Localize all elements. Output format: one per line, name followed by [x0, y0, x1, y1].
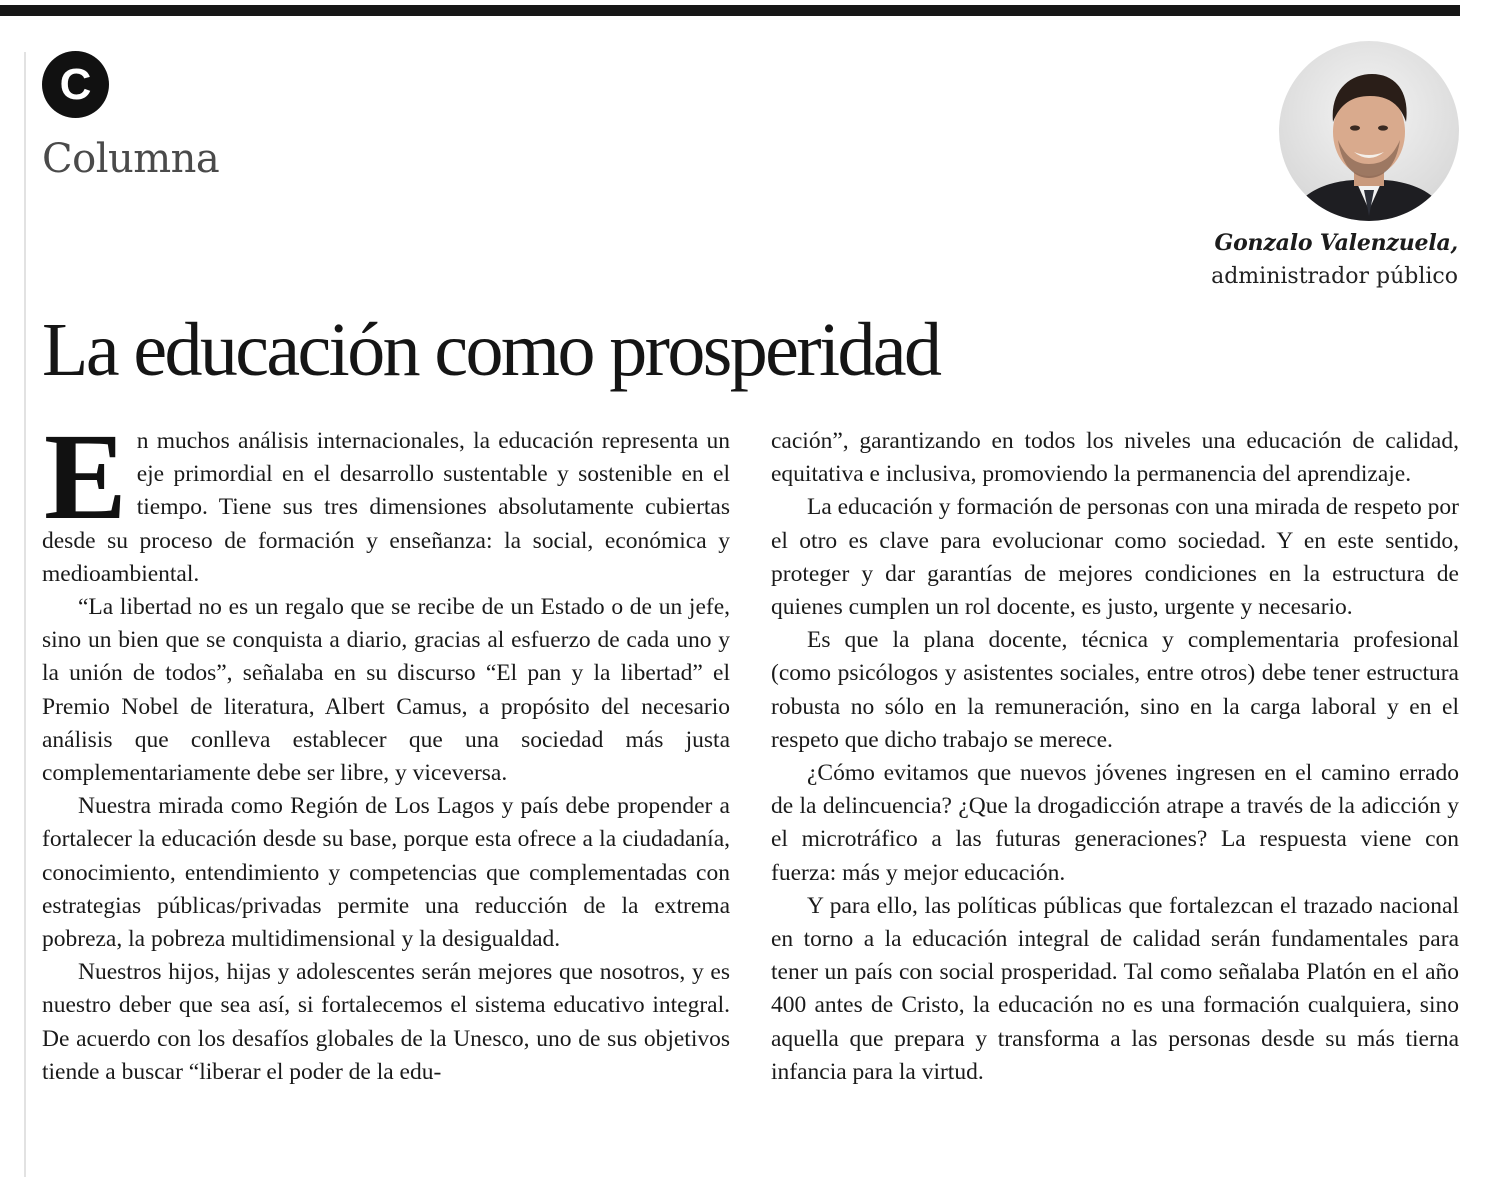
side-rule — [24, 52, 26, 1177]
paragraph: “La libertad no es un regalo que se recibe de un Estado o de un jefe, sino un bien que se conquista a diario, gracias al esfuerzo de cada uno y la unión de todos”, señalaba en su discurso “El pan y la libertad” el Premio Nobel de literatura, Albert Camus, a propósito del necesario análisis que conlleva establecer que una sociedad más justa complementariamente debe ser libre, y viceversa. — [42, 594, 730, 787]
author-name: Gonzalo Valenzuela, — [1214, 230, 1458, 256]
paragraph: Nuestros hijos, hijas y adolescentes serán mejores que nosotros, y es nuestro deber que sea así, si fortalecemos el sistema educativo integral. De acuerdo con los desafíos globales de la Unesco, uno de sus objetivos tiende a buscar “liberar el poder de la edu- — [42, 959, 730, 1085]
paragraph: La educación y formación de personas con una mirada de respeto por el otro es clave para evolucionar como sociedad. Y en este sentido, proteger y dar garantías de mejores condiciones en la estructura de quienes cumplen un rol docente, es justo, urgente y necesario. — [771, 494, 1459, 621]
author-role: administrador público — [1211, 264, 1458, 289]
article-column-right — [771, 425, 1459, 1089]
paragraph: ¿Cómo evitamos que nuevos jóvenes ingresen en el camino errado de la delincuencia? ¿Que la drogadicción atrape a través de la adicción y el microtráfico a las futuras generaciones? La respuesta viene con fuerza: más y mejor educación. — [771, 760, 1459, 886]
article-column-left — [42, 408, 730, 1089]
paragraph: Nuestra mirada como Región de Los Lagos y país debe propender a fortalecer la educación desde su base, porque esta ofrece a la ciudadanía, conocimiento, entendimiento y competencias que complementadas con estrategias públicas/privadas permite una reducción de la extrema pobreza, la pobreza multidimensional y la desigualdad. — [42, 793, 730, 953]
section-label: Columna — [42, 136, 220, 182]
column-badge: C — [42, 51, 109, 118]
drop-cap: E — [44, 408, 127, 545]
paragraph: cación”, garantizando en todos los niveles una educación de calidad, equitativa e inclusiva, promoviendo la permanencia del aprendizaje. — [771, 428, 1459, 488]
paragraph: Es que la plana docente, técnica y complementaria profesional (como psicólogos y asistentes sociales, entre otros) debe tener estructura robusta no sólo en la remuneración, sino en la carga laboral y en el respeto que dicho trabajo se merece. — [771, 627, 1459, 753]
top-rule — [0, 5, 1460, 16]
author-byline — [1211, 227, 1458, 293]
paragraph: En muchos análisis internacionales, la educación representa un eje primordial en el desarrollo sustentable y sostenible en el tiempo. Tiene sus tres dimensiones absolutamente cubiertas desde su proceso de formación y enseñanza: la social, económica y medioambiental. — [42, 408, 730, 587]
author-portrait-icon — [1278, 40, 1460, 222]
paragraph: Y para ello, las políticas públicas que fortalezcan el trazado nacional en torno a la educación integral de calidad serán fundamentales para tener un país con social prosperidad. Tal como señalaba Platón en el año 400 antes de Cristo, la educación no es una formación cualquiera, sino aquella que prepara y transforma a las personas desde su más tierna infancia para la virtud. — [771, 892, 1459, 1085]
article-headline: La educación como prosperidad — [42, 308, 940, 392]
